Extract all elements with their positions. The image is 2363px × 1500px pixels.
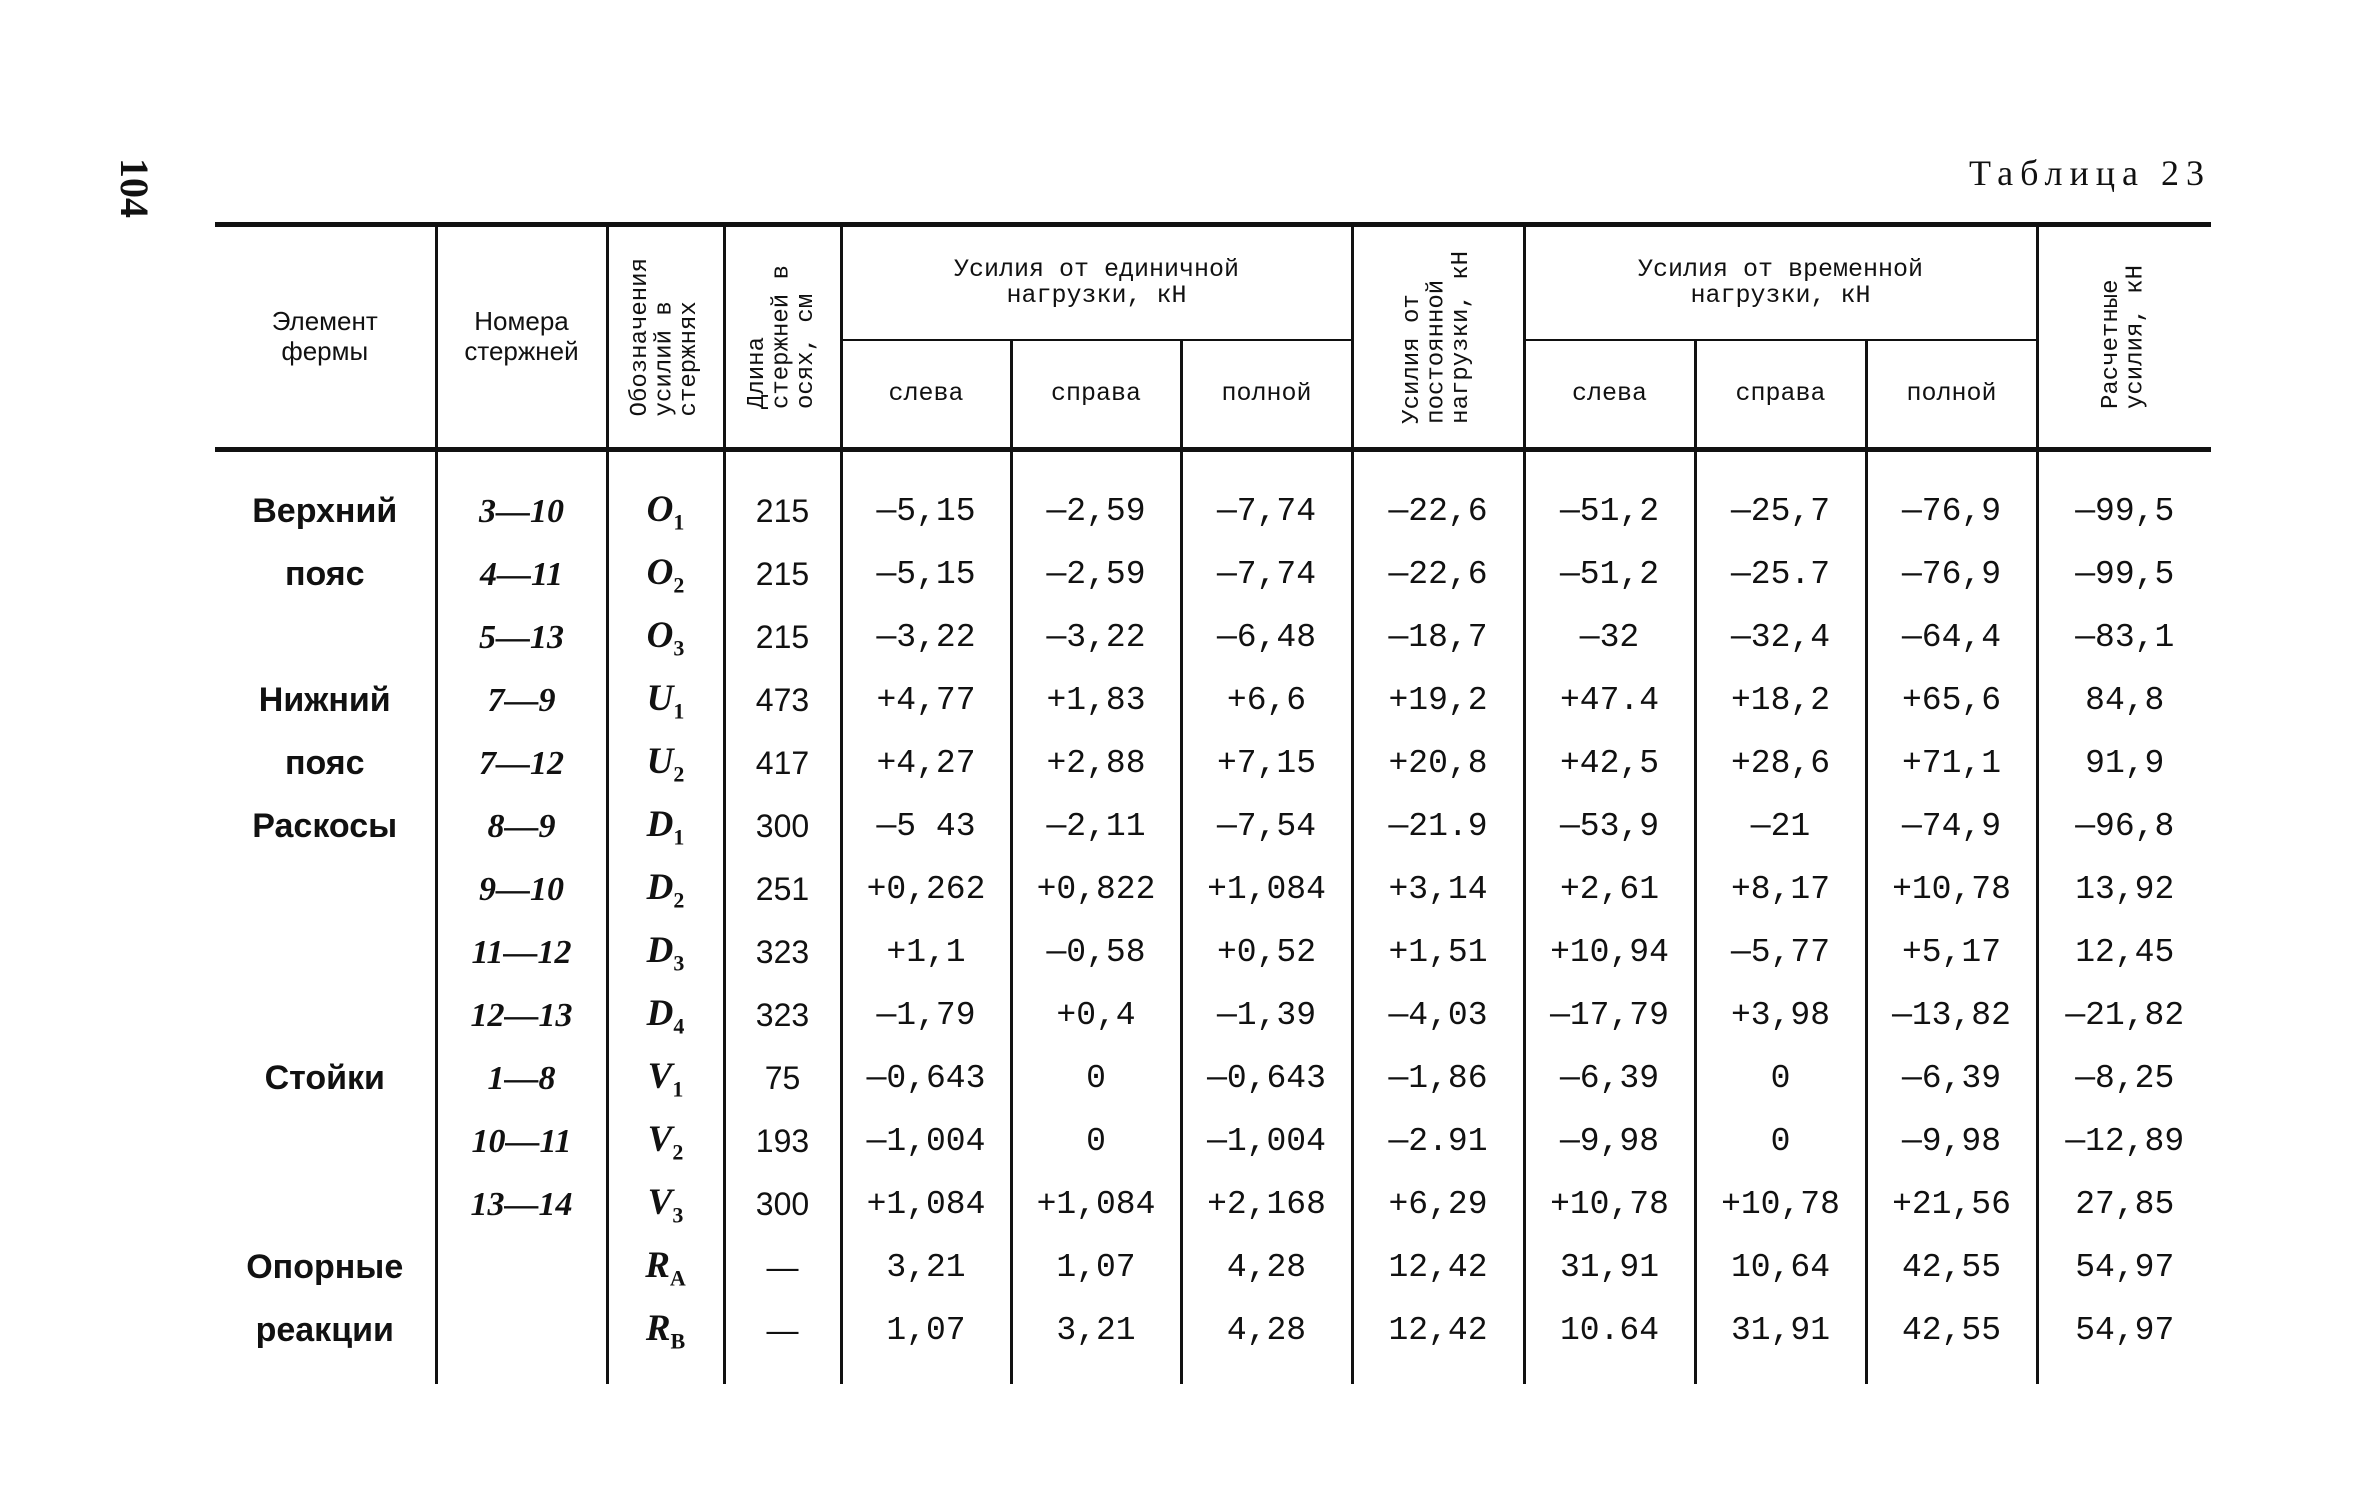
designation-symbol: R bbox=[645, 1244, 670, 1286]
cell-element: пояс bbox=[215, 543, 436, 606]
cell-element: Раскосы bbox=[215, 795, 436, 858]
cell-design: 84,8 bbox=[2037, 669, 2211, 732]
cell-unit-full: +1,084 bbox=[1181, 858, 1352, 921]
header-designation-label: Обозначения усилий в стержнях bbox=[626, 257, 703, 417]
table-row bbox=[215, 795, 2211, 858]
cell-designation bbox=[607, 1110, 724, 1173]
designation-subscript: 1 bbox=[673, 698, 685, 724]
designation-symbol: O bbox=[646, 614, 674, 656]
designation-subscript: 2 bbox=[673, 887, 685, 913]
header-length bbox=[724, 225, 841, 450]
cell-temporary-left: +10,78 bbox=[1524, 1173, 1695, 1236]
cell-designation bbox=[607, 543, 724, 606]
cell-length: 323 bbox=[724, 984, 841, 1047]
designation-symbol: V bbox=[647, 1181, 673, 1223]
table-row bbox=[215, 1110, 2211, 1173]
cell-temporary-left: +42,5 bbox=[1524, 732, 1695, 795]
designation-symbol: D bbox=[646, 929, 674, 971]
designation-symbol: R bbox=[645, 1307, 671, 1349]
cell-unit-left: +4,27 bbox=[841, 732, 1011, 795]
cell-length: — bbox=[724, 1299, 841, 1384]
cell-designation bbox=[607, 450, 724, 544]
cell-temporary-right: +28,6 bbox=[1695, 732, 1866, 795]
cell-temporary-left: —17,79 bbox=[1524, 984, 1695, 1047]
cell-unit-right: +2,88 bbox=[1011, 732, 1181, 795]
cell-element: пояс bbox=[215, 732, 436, 795]
cell-element: Нижний bbox=[215, 669, 436, 732]
cell-bar-numbers: 1—8 bbox=[436, 1047, 607, 1110]
table-caption: Таблица 23 bbox=[1969, 153, 2211, 193]
designation-subscript: 2 bbox=[673, 572, 685, 598]
table-row bbox=[215, 858, 2211, 921]
cell-designation bbox=[607, 606, 724, 669]
table-row bbox=[215, 921, 2211, 984]
cell-temporary-left: —53,9 bbox=[1524, 795, 1695, 858]
designation-symbol: D bbox=[646, 866, 674, 908]
cell-unit-right: +1,084 bbox=[1011, 1173, 1181, 1236]
header-element-label: Элемент фермы bbox=[271, 305, 378, 366]
cell-bar-numbers: 7—12 bbox=[436, 732, 607, 795]
header-bar-numbers bbox=[436, 225, 607, 450]
cell-permanent: 12,42 bbox=[1352, 1236, 1524, 1299]
header-temporary-left: слева bbox=[1524, 340, 1695, 450]
cell-bar-numbers: 3—10 bbox=[436, 450, 607, 544]
cell-design: 12,45 bbox=[2037, 921, 2211, 984]
cell-unit-right: —2,11 bbox=[1011, 795, 1181, 858]
header-temporary-load-label: Усилия от временной нагрузки, кН bbox=[1637, 254, 1924, 310]
cell-unit-full: +2,168 bbox=[1181, 1173, 1352, 1236]
header-design-forces-label: Расчетные усилия, кН bbox=[2098, 264, 2150, 410]
header-unit-load-group bbox=[841, 225, 1352, 341]
truss-forces-table bbox=[215, 222, 2211, 1384]
cell-length: 323 bbox=[724, 921, 841, 984]
cell-unit-full: +6,6 bbox=[1181, 669, 1352, 732]
cell-design: —21,82 bbox=[2037, 984, 2211, 1047]
cell-temporary-right: —21 bbox=[1695, 795, 1866, 858]
cell-element bbox=[215, 858, 436, 921]
cell-design: —96,8 bbox=[2037, 795, 2211, 858]
cell-temporary-full: 42,55 bbox=[1866, 1236, 2037, 1299]
cell-unit-right: +0,4 bbox=[1011, 984, 1181, 1047]
cell-element bbox=[215, 921, 436, 984]
cell-element: Опорные bbox=[215, 1236, 436, 1299]
cell-bar-numbers: 11—12 bbox=[436, 921, 607, 984]
cell-permanent: —21.9 bbox=[1352, 795, 1524, 858]
cell-unit-left: —3,22 bbox=[841, 606, 1011, 669]
designation-subscript: A bbox=[669, 1265, 686, 1291]
cell-length: 215 bbox=[724, 450, 841, 544]
cell-temporary-left: —32 bbox=[1524, 606, 1695, 669]
cell-temporary-full: —74,9 bbox=[1866, 795, 2037, 858]
designation-symbol: D bbox=[646, 803, 674, 845]
cell-unit-right: +1,83 bbox=[1011, 669, 1181, 732]
designation-symbol: V bbox=[647, 1055, 673, 1097]
cell-temporary-full: 42,55 bbox=[1866, 1299, 2037, 1384]
header-bar-numbers-label: Номера стержней bbox=[464, 305, 579, 366]
cell-unit-left: +0,262 bbox=[841, 858, 1011, 921]
cell-unit-full: —1,004 bbox=[1181, 1110, 1352, 1173]
cell-unit-right: —2,59 bbox=[1011, 450, 1181, 544]
cell-temporary-left: +2,61 bbox=[1524, 858, 1695, 921]
header-unit-right: справа bbox=[1011, 340, 1181, 450]
cell-element: реакции bbox=[215, 1299, 436, 1384]
cell-unit-left: 1,07 bbox=[841, 1299, 1011, 1384]
cell-permanent: +19,2 bbox=[1352, 669, 1524, 732]
cell-permanent: +3,14 bbox=[1352, 858, 1524, 921]
cell-temporary-left: +10,94 bbox=[1524, 921, 1695, 984]
cell-temporary-full: —76,9 bbox=[1866, 450, 2037, 544]
cell-bar-numbers: 13—14 bbox=[436, 1173, 607, 1236]
cell-length: 75 bbox=[724, 1047, 841, 1110]
cell-temporary-right: —5,77 bbox=[1695, 921, 1866, 984]
cell-designation bbox=[607, 1299, 724, 1384]
header-permanent-load bbox=[1352, 225, 1524, 450]
cell-length: 193 bbox=[724, 1110, 841, 1173]
cell-length: 417 bbox=[724, 732, 841, 795]
designation-symbol: U bbox=[646, 740, 674, 782]
cell-designation bbox=[607, 858, 724, 921]
table-row bbox=[215, 606, 2211, 669]
cell-design: —8,25 bbox=[2037, 1047, 2211, 1110]
designation-subscript: 3 bbox=[672, 1202, 684, 1228]
cell-temporary-left: —9,98 bbox=[1524, 1110, 1695, 1173]
cell-design: —99,5 bbox=[2037, 543, 2211, 606]
table-row bbox=[215, 1173, 2211, 1236]
cell-unit-full: —7,74 bbox=[1181, 450, 1352, 544]
table-row bbox=[215, 1299, 2211, 1384]
cell-unit-full: +7,15 bbox=[1181, 732, 1352, 795]
cell-unit-right: 1,07 bbox=[1011, 1236, 1181, 1299]
designation-symbol: V bbox=[647, 1118, 673, 1160]
cell-temporary-right: 10,64 bbox=[1695, 1236, 1866, 1299]
cell-length: 215 bbox=[724, 543, 841, 606]
cell-unit-left: +1,1 bbox=[841, 921, 1011, 984]
cell-temporary-right: +18,2 bbox=[1695, 669, 1866, 732]
cell-temporary-full: +10,78 bbox=[1866, 858, 2037, 921]
table-row bbox=[215, 984, 2211, 1047]
cell-unit-right: —3,22 bbox=[1011, 606, 1181, 669]
cell-unit-left: +4,77 bbox=[841, 669, 1011, 732]
cell-designation bbox=[607, 1173, 724, 1236]
header-unit-left: слева bbox=[841, 340, 1011, 450]
designation-symbol: D bbox=[646, 992, 674, 1034]
cell-unit-right: +0,822 bbox=[1011, 858, 1181, 921]
cell-bar-numbers: 5—13 bbox=[436, 606, 607, 669]
cell-design: 27,85 bbox=[2037, 1173, 2211, 1236]
cell-bar-numbers: 4—11 bbox=[436, 543, 607, 606]
cell-permanent: +20,8 bbox=[1352, 732, 1524, 795]
cell-permanent: —4,03 bbox=[1352, 984, 1524, 1047]
cell-unit-left: —1,004 bbox=[841, 1110, 1011, 1173]
designation-subscript: 4 bbox=[673, 1013, 685, 1039]
cell-design: —12,89 bbox=[2037, 1110, 2211, 1173]
cell-bar-numbers: 12—13 bbox=[436, 984, 607, 1047]
header-row-groups bbox=[215, 225, 2211, 341]
cell-design: 13,92 bbox=[2037, 858, 2211, 921]
header-temporary-full: полной bbox=[1866, 340, 2037, 450]
header-unit-load-label: Усилия от единичной нагрузки, кН bbox=[953, 254, 1240, 310]
cell-temporary-full: +21,56 bbox=[1866, 1173, 2037, 1236]
page-number: 104 bbox=[112, 158, 157, 218]
cell-temporary-right: +3,98 bbox=[1695, 984, 1866, 1047]
cell-permanent: —22,6 bbox=[1352, 543, 1524, 606]
cell-permanent: +1,51 bbox=[1352, 921, 1524, 984]
cell-permanent: —2.91 bbox=[1352, 1110, 1524, 1173]
header-length-label: Длина стержней в осях, см bbox=[743, 264, 820, 410]
table-row bbox=[215, 543, 2211, 606]
cell-temporary-right: —25,7 bbox=[1695, 450, 1866, 544]
cell-element bbox=[215, 1173, 436, 1236]
cell-unit-right: 0 bbox=[1011, 1110, 1181, 1173]
cell-bar-numbers: 7—9 bbox=[436, 669, 607, 732]
cell-temporary-right: —32,4 bbox=[1695, 606, 1866, 669]
cell-bar-numbers: 9—10 bbox=[436, 858, 607, 921]
cell-permanent: 12,42 bbox=[1352, 1299, 1524, 1384]
cell-permanent: —1,86 bbox=[1352, 1047, 1524, 1110]
truss-forces-table-wrapper bbox=[215, 222, 2211, 1384]
header-temporary-load-group bbox=[1524, 225, 2037, 341]
designation-symbol: U bbox=[646, 677, 674, 719]
cell-temporary-full: —13,82 bbox=[1866, 984, 2037, 1047]
cell-unit-left: —1,79 bbox=[841, 984, 1011, 1047]
cell-designation bbox=[607, 1236, 724, 1299]
cell-temporary-full: —9,98 bbox=[1866, 1110, 2037, 1173]
cell-temporary-left: —6,39 bbox=[1524, 1047, 1695, 1110]
cell-bar-numbers bbox=[436, 1299, 607, 1384]
cell-temporary-right: +8,17 bbox=[1695, 858, 1866, 921]
cell-designation bbox=[607, 669, 724, 732]
header-designation bbox=[607, 225, 724, 450]
cell-design: —83,1 bbox=[2037, 606, 2211, 669]
header-permanent-load-label: Усилия от постоянной нагрузки, кН bbox=[1399, 250, 1476, 424]
cell-length: 473 bbox=[724, 669, 841, 732]
cell-temporary-right: 0 bbox=[1695, 1110, 1866, 1173]
cell-temporary-full: +5,17 bbox=[1866, 921, 2037, 984]
table-row bbox=[215, 669, 2211, 732]
cell-temporary-full: —6,39 bbox=[1866, 1047, 2037, 1110]
cell-unit-left: —0,643 bbox=[841, 1047, 1011, 1110]
cell-designation bbox=[607, 732, 724, 795]
cell-unit-full: —6,48 bbox=[1181, 606, 1352, 669]
table-header bbox=[215, 225, 2211, 450]
cell-temporary-left: —51,2 bbox=[1524, 450, 1695, 544]
cell-element: Стойки bbox=[215, 1047, 436, 1110]
cell-temporary-left: +47.4 bbox=[1524, 669, 1695, 732]
cell-element bbox=[215, 606, 436, 669]
cell-permanent: —18,7 bbox=[1352, 606, 1524, 669]
cell-bar-numbers: 10—11 bbox=[436, 1110, 607, 1173]
cell-designation bbox=[607, 921, 724, 984]
cell-design: 91,9 bbox=[2037, 732, 2211, 795]
header-design-forces bbox=[2037, 225, 2211, 450]
cell-designation bbox=[607, 795, 724, 858]
table-body bbox=[215, 450, 2211, 1385]
cell-temporary-full: —64,4 bbox=[1866, 606, 2037, 669]
cell-length: 300 bbox=[724, 795, 841, 858]
designation-subscript: 3 bbox=[673, 950, 685, 976]
cell-length: — bbox=[724, 1236, 841, 1299]
cell-temporary-right: +10,78 bbox=[1695, 1173, 1866, 1236]
cell-permanent: —22,6 bbox=[1352, 450, 1524, 544]
designation-symbol: O bbox=[646, 488, 674, 530]
cell-design: 54,97 bbox=[2037, 1236, 2211, 1299]
cell-unit-left: —5,15 bbox=[841, 543, 1011, 606]
cell-unit-full: 4,28 bbox=[1181, 1236, 1352, 1299]
cell-temporary-right: 0 bbox=[1695, 1047, 1866, 1110]
designation-subscript: 1 bbox=[673, 509, 685, 535]
cell-unit-full: —1,39 bbox=[1181, 984, 1352, 1047]
cell-design: —99,5 bbox=[2037, 450, 2211, 544]
cell-bar-numbers bbox=[436, 1236, 607, 1299]
cell-unit-full: —0,643 bbox=[1181, 1047, 1352, 1110]
table-row bbox=[215, 1047, 2211, 1110]
designation-subscript: 2 bbox=[673, 761, 685, 787]
header-element bbox=[215, 225, 436, 450]
header-temporary-right: справа bbox=[1695, 340, 1866, 450]
cell-designation bbox=[607, 1047, 724, 1110]
cell-permanent: +6,29 bbox=[1352, 1173, 1524, 1236]
cell-element: Верхний bbox=[215, 450, 436, 544]
cell-temporary-right: —25.7 bbox=[1695, 543, 1866, 606]
cell-unit-right: 3,21 bbox=[1011, 1299, 1181, 1384]
header-unit-full: полной bbox=[1181, 340, 1352, 450]
cell-temporary-left: 31,91 bbox=[1524, 1236, 1695, 1299]
designation-subscript: 3 bbox=[673, 635, 685, 661]
cell-element bbox=[215, 984, 436, 1047]
cell-design: 54,97 bbox=[2037, 1299, 2211, 1384]
cell-unit-right: —2,59 bbox=[1011, 543, 1181, 606]
cell-temporary-left: 10.64 bbox=[1524, 1299, 1695, 1384]
designation-symbol: O bbox=[646, 551, 674, 593]
designation-subscript: 2 bbox=[672, 1139, 684, 1165]
designation-subscript: B bbox=[670, 1328, 686, 1354]
designation-subscript: 1 bbox=[673, 824, 685, 850]
cell-length: 251 bbox=[724, 858, 841, 921]
cell-bar-numbers: 8—9 bbox=[436, 795, 607, 858]
cell-unit-full: +0,52 bbox=[1181, 921, 1352, 984]
cell-unit-full: —7,74 bbox=[1181, 543, 1352, 606]
cell-unit-left: 3,21 bbox=[841, 1236, 1011, 1299]
cell-unit-right: —0,58 bbox=[1011, 921, 1181, 984]
cell-element bbox=[215, 1110, 436, 1173]
cell-designation bbox=[607, 984, 724, 1047]
cell-temporary-left: —51,2 bbox=[1524, 543, 1695, 606]
cell-temporary-full: +65,6 bbox=[1866, 669, 2037, 732]
cell-length: 215 bbox=[724, 606, 841, 669]
cell-length: 300 bbox=[724, 1173, 841, 1236]
cell-unit-full: —7,54 bbox=[1181, 795, 1352, 858]
cell-temporary-full: +71,1 bbox=[1866, 732, 2037, 795]
cell-temporary-right: 31,91 bbox=[1695, 1299, 1866, 1384]
table-row bbox=[215, 732, 2211, 795]
cell-unit-left: +1,084 bbox=[841, 1173, 1011, 1236]
cell-unit-right: 0 bbox=[1011, 1047, 1181, 1110]
designation-subscript: 1 bbox=[672, 1076, 684, 1102]
table-row bbox=[215, 450, 2211, 544]
cell-unit-left: —5 43 bbox=[841, 795, 1011, 858]
cell-unit-left: —5,15 bbox=[841, 450, 1011, 544]
cell-unit-full: 4,28 bbox=[1181, 1299, 1352, 1384]
table-row bbox=[215, 1236, 2211, 1299]
cell-temporary-full: —76,9 bbox=[1866, 543, 2037, 606]
